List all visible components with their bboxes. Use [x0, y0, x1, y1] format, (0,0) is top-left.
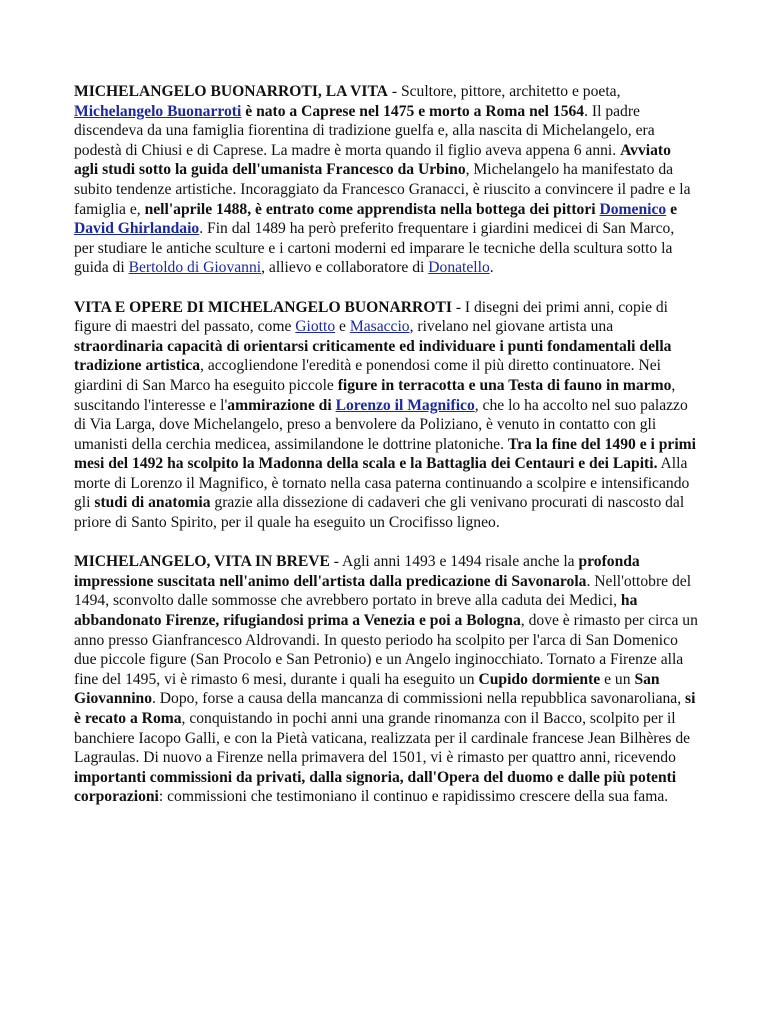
- body-text: , accogliendone l'eredità e ponendosi come il più diretto continuatore. Nei giardini di San Marco ha eseguito piccole: [74, 357, 661, 394]
- body-text: . Nell'ottobre del 1494, sconvolto dalle sommosse che avrebbero portato in breve alla caduta dei Medici,: [74, 572, 692, 610]
- body-text: .: [489, 259, 494, 277]
- body-text: , allievo e collaboratore di: [261, 259, 429, 277]
- body-text: . Fin dal 1489 ha però preferito frequentare i giardini medicei di San Marco, per studiare le antiche sculture e i cartoni moderni ed imparare le tecniche della scultura sotto la guida di: [74, 220, 675, 277]
- body-text: grazie alla dissezione di cadaveri che gli venivano procurati di nascosto dal priore di Santo Spirito, per il quale ha eseguito un Crocifisso ligneo.: [74, 494, 685, 532]
- body-text: Alla morte di Lorenzo il Magnifico, è tornato nella casa paterna continuando a scolpire e intensificando gli: [74, 455, 690, 512]
- link-michelangelo-buonarroti[interactable]: Michelangelo Buonarroti: [74, 102, 242, 120]
- bold-text: Avviato agli studi sotto la guida dell'umanista Francesco da Urbino: [74, 141, 671, 179]
- body-text: : commissioni che testimoniano il continuo e rapidissimo crescere della sua fama.: [158, 788, 669, 806]
- link-donatello[interactable]: Donatello: [428, 259, 490, 277]
- link-bertoldo-di-giovanni[interactable]: Bertoldo di Giovanni: [128, 259, 262, 277]
- document-body: [74, 82, 698, 827]
- body-text: . Dopo, forse a causa della mancanza di commissioni nella repubblica savonaroliana,: [152, 690, 686, 708]
- paragraph-breve: [74, 552, 698, 807]
- section-heading: MICHELANGELO, VITA IN BREVE: [74, 553, 330, 571]
- body-text: , dove è rimasto per circa un anno presso Gianfrancesco Aldrovandi. In questo periodo ha scolpito per l'arca di San Domenico due piccole figure (San Procolo e San Petronio) e un Angelo inginocchiato. Tornato a Firenze alla fine del 1495, vi è rimasto 6 mesi, durante i quali ha eseguito un: [74, 612, 698, 688]
- bold-text: straordinaria capacità di orientarsi criticamente ed individuare i punti fondamentali della tradizione artistica: [74, 337, 672, 375]
- link-giotto[interactable]: Giotto: [295, 318, 336, 336]
- body-text: - Scultore, pittore, architetto e poeta,: [387, 83, 621, 100]
- bold-text: ammirazione di: [227, 396, 336, 414]
- body-text: - Agli anni 1493 e 1494 risale anche la: [329, 553, 579, 571]
- body-text: - I disegni dei primi anni, copie di figure di maestri del passato, come: [74, 298, 669, 336]
- body-text: e un: [600, 670, 635, 688]
- bold-text: Tra la fine del 1490 e i primi mesi del 1492 ha scolpito la Madonna della scala e la Battaglia dei Centauri e dei Lapiti.: [74, 435, 696, 473]
- bold-text: nell'aprile 1488, è entrato come apprendista nella bottega dei pittori: [144, 200, 600, 218]
- body-text: , rivelano nel giovane artista una: [409, 318, 614, 336]
- body-text: , suscitando l'interesse e l': [74, 376, 676, 414]
- bold-text: San Giovannino: [74, 670, 660, 708]
- paragraph-vita: [74, 82, 698, 278]
- bold-text: Cupido dormiente: [478, 670, 601, 688]
- body-text: , Michelangelo ha manifestato da subito tendenze artistiche. Incoraggiato da Francesco Granacci, è riuscito a convincere il padre e la famiglia e,: [74, 161, 691, 218]
- bold-text: si è recato a Roma: [74, 690, 696, 727]
- bold-text: figure in terracotta e una Testa di fauno in marmo: [337, 376, 672, 394]
- body-text: e: [335, 318, 350, 336]
- section-heading: MICHELANGELO BUONARROTI, LA VITA: [74, 83, 388, 100]
- link-david-ghirlandaio[interactable]: David Ghirlandaio: [74, 220, 200, 238]
- link-masaccio[interactable]: Masaccio: [349, 318, 410, 336]
- body-text: , che lo ha accolto nel suo palazzo di Via Larga, dove Michelangelo, preso a benvolere da Poliziano, è venuto in contatto con gli umanisti della cerchia medicea, assimilandone le dottrine platoniche.: [74, 396, 688, 453]
- bold-text: importanti commissioni da privati, dalla signoria, dall'Opera del duomo e dalle più potenti corporazioni: [74, 768, 677, 806]
- link-domenico[interactable]: Domenico: [599, 200, 667, 218]
- bold-text: è nato a Caprese nel 1475 e morto a Roma nel 1564: [245, 102, 585, 120]
- body-text: . Il padre discendeva da una famiglia fiorentina di tradizione guelfa e, alla nascita di Michelangelo, era podestà di Chiusi e di Caprese. La madre è morta quando il figlio aveva appena 6 anni.: [74, 102, 655, 159]
- bold-text: ha abbandonato Firenze, rifugiandosi prima a Venezia e poi a Bologna: [74, 592, 638, 630]
- body-text: , conquistando in pochi anni una grande rinomanza con il Bacco, scolpito per il banchiere Iacopo Galli, e con la Pietà vaticana, realizzata per il cardinale francese Jean Bilhères de Lagraulas. Di nuovo a Firenze nella primavera del 1501, vi è rimasto per quattro anni, ricevendo: [74, 710, 691, 767]
- section-heading: VITA E OPERE DI MICHELANGELO BUONARROTI: [74, 298, 452, 316]
- bold-text: e: [666, 200, 678, 218]
- link-lorenzo-il-magnifico[interactable]: Lorenzo il Magnifico: [335, 396, 475, 414]
- bold-text: studi di anatomia: [94, 494, 211, 512]
- bold-text: profonda impressione suscitata nell'animo dell'artista dalla predicazione di Savonarola: [74, 553, 640, 590]
- paragraph-opere: [74, 298, 698, 533]
